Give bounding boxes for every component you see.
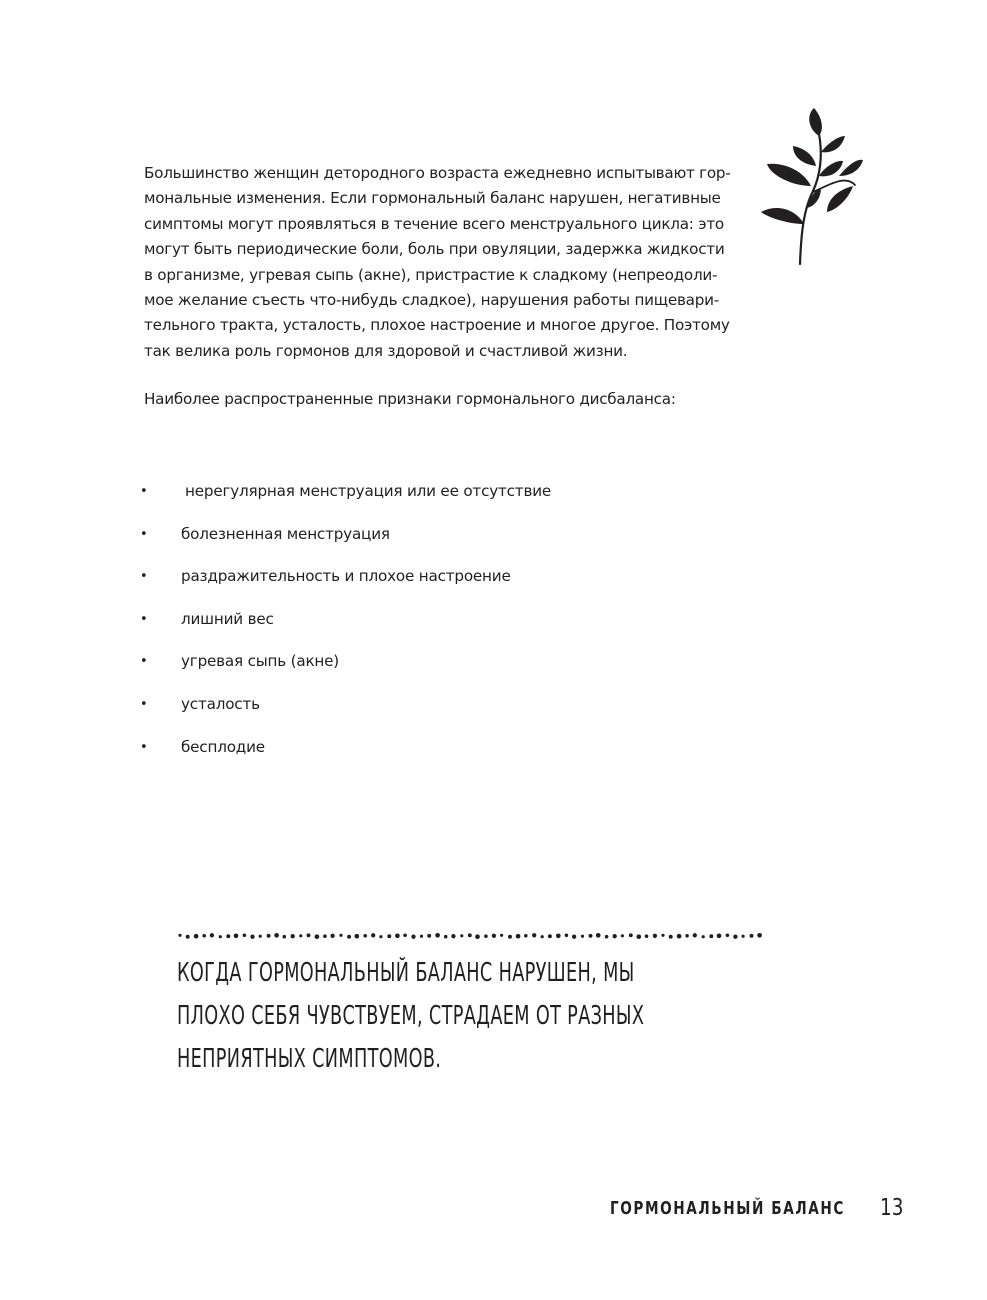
divider-dot — [267, 934, 271, 938]
bullet-icon: • — [140, 526, 148, 542]
divider-dot — [757, 933, 762, 938]
bullet-icon: • — [140, 484, 148, 499]
divider-dot — [299, 934, 302, 937]
divider-dot — [468, 933, 472, 937]
divider-dot — [219, 935, 222, 938]
divider-dot — [508, 935, 512, 939]
divider-dot — [395, 933, 400, 938]
bullet-icon: • — [140, 611, 148, 627]
pull-quote-line: ПЛОХО СЕБЯ ЧУВСТВУЕМ, СТРАДАЕМ ОТ РАЗНЫХ — [177, 1001, 645, 1031]
list-item-text: угревая сыпь (акне) — [181, 652, 340, 671]
divider-dot — [524, 934, 528, 938]
divider-dot — [444, 935, 448, 939]
divider-dot — [532, 933, 536, 937]
divider-dot — [556, 933, 561, 938]
pull-quote-line: НЕПРИЯТНЫХ СИМПТОМОВ. — [177, 1044, 442, 1074]
divider-dot — [323, 934, 327, 938]
divider-dot — [307, 933, 311, 937]
divider-dot — [589, 934, 593, 938]
bullet-icon: • — [140, 569, 148, 585]
divider-dot — [330, 934, 334, 938]
divider-dot — [354, 934, 359, 939]
intro-line: Большинство женщин детородного возраста ежедневно испытывают гор- — [144, 164, 731, 182]
divider-dot — [726, 934, 730, 938]
intro-line: мое желание съесть что-нибудь сладкое), нарушения работы пищевари- — [144, 291, 719, 310]
divider-dot — [475, 934, 480, 939]
list-item-text: раздражительность и плохое настроение — [181, 567, 511, 586]
intro-paragraph — [144, 161, 731, 364]
divider-dot — [548, 934, 552, 938]
list-item-text: усталость — [181, 694, 260, 713]
list-item-text: болезненная менструация — [181, 524, 390, 543]
divider-dot — [565, 934, 569, 938]
divider-dot — [387, 934, 391, 938]
intro-line: мональные изменения. Если гормональный баланс нарушен, негативные — [144, 189, 721, 208]
divider-dot — [291, 934, 295, 938]
list-item-text: лишний вес — [181, 609, 274, 628]
divider-dot — [605, 935, 609, 939]
divider-dot — [750, 934, 754, 938]
intro-line: в организме, угревая сыпь (акне), пристрастие к сладкому (непреодоли- — [144, 265, 718, 284]
pull-quote-line: КОГДА ГОРМОНАЛЬНЫЙ БАЛАНС НАРУШЕН, МЫ — [177, 958, 635, 988]
leaf-branch-icon — [757, 106, 863, 266]
divider-dot — [339, 934, 342, 937]
bullet-icon: • — [140, 739, 148, 755]
divider-dot — [572, 935, 576, 939]
divider-dot — [596, 933, 601, 938]
list-item-text: бесплодие — [181, 737, 265, 756]
divider-dot — [541, 935, 544, 938]
divider-dot — [677, 934, 682, 939]
pull-quote — [177, 952, 817, 1081]
intro-line: так велика роль гормонов для здоровой и счастливой жизни. — [144, 341, 628, 360]
divider-dot — [363, 934, 367, 938]
divider-dot — [243, 934, 247, 938]
divider-dot — [709, 934, 713, 938]
divider-dot — [693, 933, 697, 937]
intro-line: могут быть периодические боли, боль при овуляции, задержка жидкости — [144, 240, 725, 259]
divider-dot — [621, 934, 624, 937]
divider-dot — [202, 934, 206, 938]
divider-dot — [403, 934, 407, 938]
intro-line: тельного тракта, усталость, плохое настроение и многое другое. Поэтому — [144, 316, 730, 335]
divider-dot — [702, 935, 705, 938]
divider-dot — [186, 935, 190, 939]
divider-dot — [661, 934, 664, 937]
divider-dot — [653, 934, 657, 938]
divider-dot — [347, 935, 351, 939]
divider-dot — [250, 935, 254, 939]
divider-dot — [371, 933, 375, 937]
divider-dot — [516, 934, 521, 939]
divider-dot — [274, 933, 279, 938]
divider-dot — [492, 934, 496, 938]
intro-line: симптомы могут проявляться в течение всего менструального цикла: это — [144, 214, 724, 233]
dotted-divider — [176, 930, 766, 942]
divider-dot — [613, 934, 617, 938]
bullet-icon: • — [140, 696, 148, 712]
divider-dot — [742, 935, 745, 938]
running-footer-title: ГОРМОНАЛЬНЫЙ БАЛАНС — [610, 1199, 845, 1219]
divider-dot — [435, 933, 440, 938]
divider-dot — [717, 933, 722, 938]
divider-dot — [194, 934, 199, 939]
divider-dot — [226, 934, 230, 938]
bullet-icon: • — [140, 654, 148, 670]
divider-dot — [645, 934, 649, 938]
divider-dot — [685, 934, 689, 938]
divider-dot — [629, 933, 633, 937]
list-lead-text: Наиболее распространенные признаки гормонального дисбаланса: — [144, 390, 676, 408]
divider-dot — [636, 934, 641, 939]
divider-dot — [420, 935, 423, 938]
divider-dot — [411, 935, 415, 939]
divider-dot — [484, 934, 488, 938]
divider-dot — [581, 935, 584, 938]
page-number: 13 — [880, 1195, 904, 1221]
divider-dot — [315, 934, 320, 939]
divider-dot — [210, 933, 214, 937]
divider-dot — [283, 935, 287, 939]
divider-dot — [178, 934, 181, 937]
divider-dot — [733, 935, 737, 939]
divider-dot — [259, 935, 262, 938]
divider-dot — [460, 934, 463, 937]
divider-dot — [500, 934, 503, 937]
divider-dot — [234, 933, 239, 938]
divider-dot — [451, 934, 455, 938]
divider-dot — [669, 935, 673, 939]
divider-dot — [379, 935, 382, 938]
divider-dot — [427, 934, 431, 938]
list-item-text: нерегулярная менструация или ее отсутствие — [185, 482, 552, 500]
